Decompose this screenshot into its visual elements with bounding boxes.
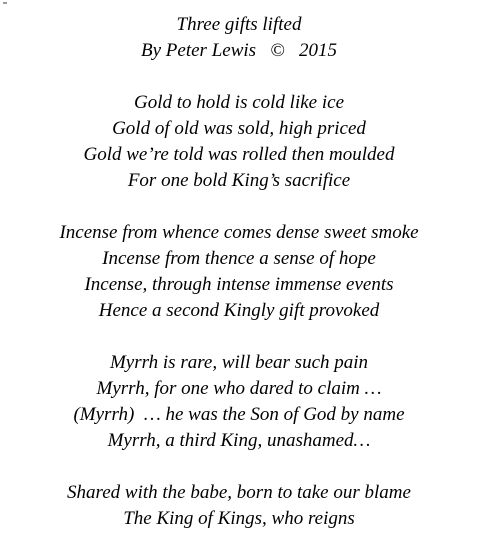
stanza-3-line-4: Myrrh, a third King, unashamed… [107,430,371,451]
poem [0,12,478,532]
stanza-gap [0,324,478,350]
stanza-4-line-2: The King of Kings, who reigns [123,508,355,529]
stanza-3-line-1: Myrrh is rare, will bear such pain [109,352,369,373]
stanza-1-line-4: For one bold King’s sacrifice [127,170,351,191]
stanza-1-line-3: Gold we’re told was rolled then moulded [83,144,395,165]
stanza-2-line-2: Incense from thence a sense of hope [102,248,376,269]
stanza-2-line-4: Hence a second Kingly gift provoked [98,300,380,321]
poem-title: Three gifts lifted [176,14,302,35]
stanza-1-line-1: Gold to hold is cold like ice [133,92,344,113]
corner-mark [3,2,7,4]
stanza-gap [0,454,478,480]
stanza-3-line-3: (Myrrh) … he was the Son of God by name [73,404,405,425]
stanza-3-line-2: Myrrh, for one who dared to claim … [96,378,382,399]
stanza-gap [0,194,478,220]
stanza-2-line-3: Incense, through intense immense events [84,274,394,295]
stanza-1-line-2: Gold of old was sold, high priced [112,118,366,139]
stanza-4-line-1: Shared with the babe, born to take our blame [67,482,411,503]
stanza-gap [0,64,478,90]
stanza-2-line-1: Incense from whence comes dense sweet smoke [59,222,419,243]
poem-byline: By Peter Lewis © 2015 [141,40,337,61]
